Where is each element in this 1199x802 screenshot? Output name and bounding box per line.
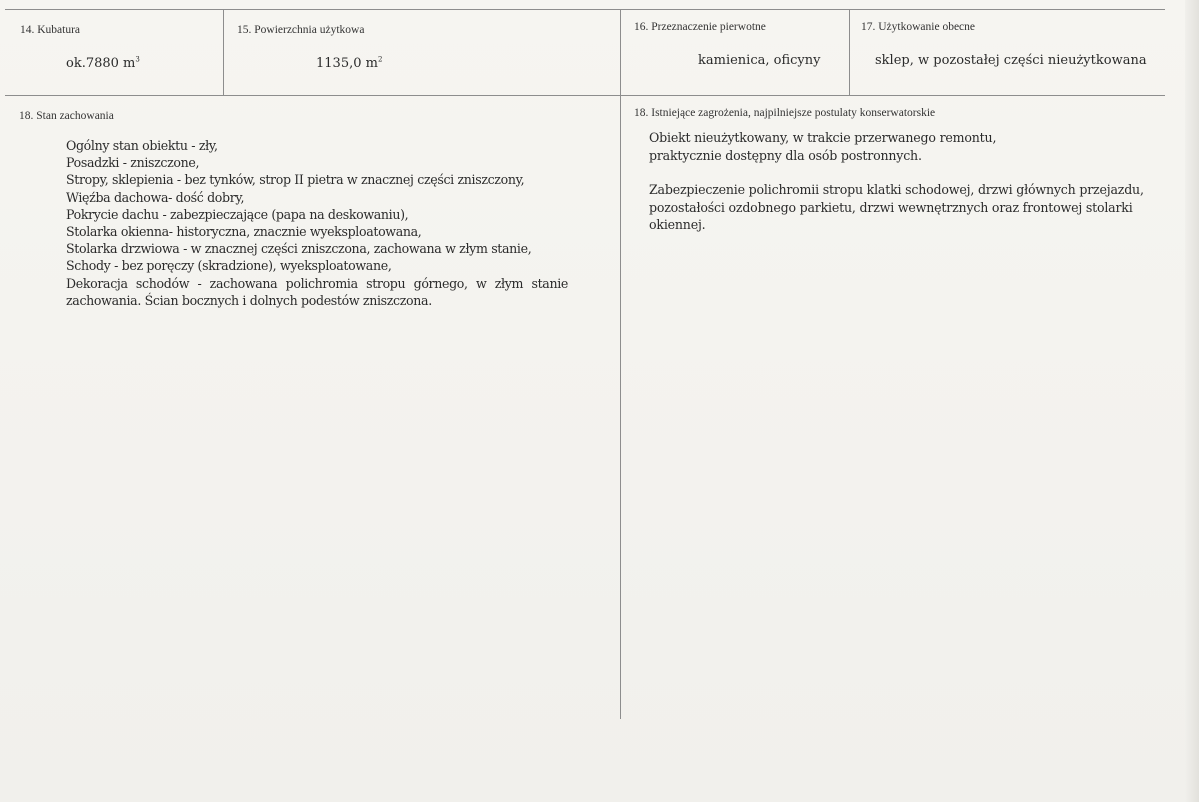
przeznaczenie-value: kamienica, oficyny	[698, 53, 821, 68]
divider-przeznaczenie-uzytkowanie	[849, 9, 850, 96]
divider-kubatura-powierzchnia	[223, 9, 224, 96]
stan-item-ogolny: Ogólny stan obiektu - zły,	[66, 138, 218, 153]
stan-zachowania-label: 18. Stan zachowania	[19, 110, 114, 122]
przeznaczenie-label: 16. Przeznaczenie pierwotne	[634, 21, 766, 33]
stan-item-pokrycie: Pokrycie dachu - zabezpieczające (papa na deskowaniu),	[66, 206, 409, 222]
stan-item-schody: Schody - bez poręczy (skradzione), wyeksploatowane,	[66, 258, 392, 274]
uzytkowanie-value: sklep, w pozostałej części nieużytkowana	[875, 53, 1147, 68]
kubatura-unit-exponent: 3	[135, 55, 140, 64]
zagrozenia-p2-line-2: pozostałości ozdobnego parkietu, drzwi wewnętrznych oraz frontowej stolarki	[649, 199, 1133, 215]
powierzchnia-value	[316, 56, 382, 71]
uzytkowanie-label: 17. Użytkowanie obecne	[861, 21, 976, 33]
powierzchnia-number: 1135,0 m	[316, 56, 378, 71]
page-edge-shadow	[1185, 0, 1199, 802]
zagrozenia-paragraph-1	[649, 129, 1149, 164]
zagrozenia-label: 18. Istniejące zagrożenia, najpilniejsze postulaty konserwatorskie	[634, 107, 936, 119]
powierzchnia-unit-exponent: 2	[377, 55, 383, 64]
stan-item-stolarka-okienna: Stolarka okienna- historyczna, znacznie wyeksploatowana,	[66, 224, 422, 240]
stan-item-stropy: Stropy, sklepienia - bez tynków, strop II pietra w znacznej części zniszczony,	[66, 172, 525, 188]
zagrozenia-p2-line-3: okiennej.	[649, 217, 706, 232]
stan-item-dekoracja: Dekoracja schodów - zachowana polichromia stropu górnego, w złym stanie zachowania. Ścian bocznych i dolnych podestów zniszczona.	[66, 275, 568, 308]
kubatura-number: ok.7880 m	[66, 56, 136, 71]
stan-item-wiezba: Więźba dachowa- dość dobry,	[66, 189, 245, 205]
zagrozenia-p1-line-1: Obiekt nieużytkowany, w trakcie przerwanego remontu,	[649, 130, 997, 145]
stan-zachowania-list	[66, 137, 568, 309]
stan-item-stolarka-drzwiowa: Stolarka drzwiowa - w znacznej części zniszczona, zachowana w złym stanie,	[66, 241, 532, 257]
stan-item-posadzki: Posadzki - zniszczone,	[66, 155, 200, 171]
zagrozenia-paragraph-2	[649, 181, 1149, 234]
powierzchnia-label: 15. Powierzchnia użytkowa	[237, 24, 365, 36]
table-top-border	[5, 9, 1165, 10]
header-row-bottom-border	[5, 95, 1165, 96]
kubatura-label: 14. Kubatura	[20, 24, 81, 36]
divider-center	[620, 9, 621, 719]
zagrozenia-p1-line-2: praktycznie dostępny dla osób postronnych.	[649, 147, 922, 163]
zagrozenia-p2-line-1: Zabezpieczenie polichromii stropu klatki schodowej, drzwi głównych przejazdu,	[649, 182, 1144, 197]
kubatura-value	[66, 56, 140, 71]
